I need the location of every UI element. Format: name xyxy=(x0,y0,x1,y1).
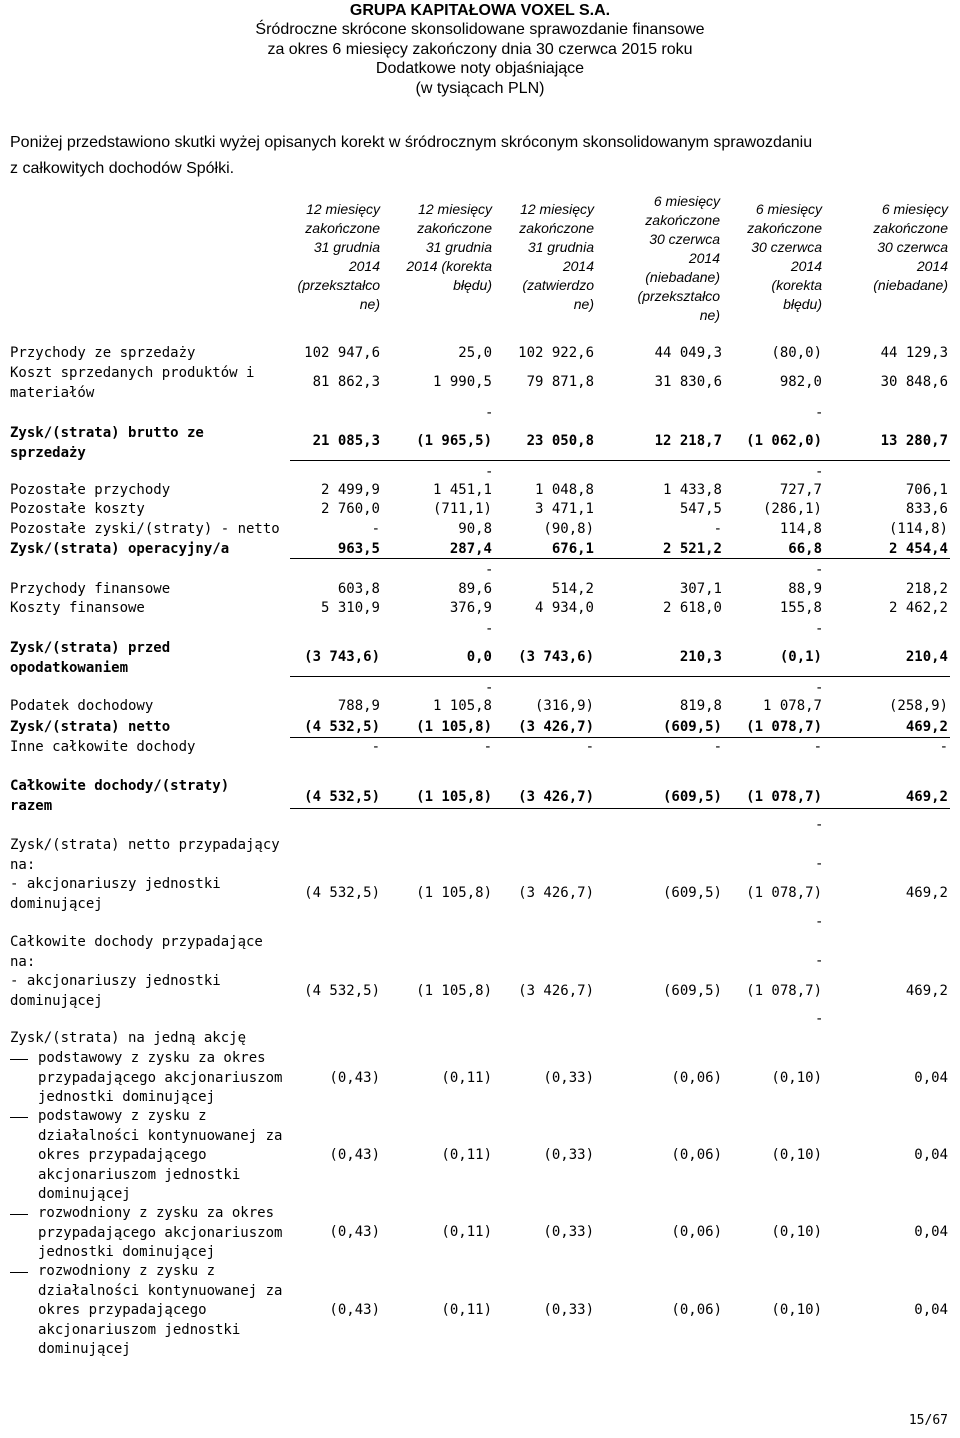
row-label xyxy=(10,777,229,816)
column-header-4 xyxy=(610,192,720,325)
table-cell: (4 532,5) xyxy=(304,885,380,901)
bullet-dash xyxy=(10,1214,28,1215)
table-cell: (1 078,7) xyxy=(746,789,822,805)
table-cell: 676,1 xyxy=(551,541,594,557)
table-cell: (0,11) xyxy=(441,1224,492,1240)
placeholder-dash: - xyxy=(485,405,494,421)
row-label xyxy=(10,580,170,600)
table-cell: (1 105,8) xyxy=(416,719,492,735)
table-cell: (3 426,7) xyxy=(518,983,594,999)
table-cell: (3 426,7) xyxy=(518,719,594,735)
row-label xyxy=(10,520,280,540)
column-header-line: (niebadane) xyxy=(873,277,948,293)
table-cell: (0,06) xyxy=(671,1302,722,1318)
table-cell: 210,4 xyxy=(905,649,948,665)
table-cell: (0,43) xyxy=(329,1070,380,1086)
column-header-line: 12 miesięcy xyxy=(520,201,594,217)
row-label-line: razem xyxy=(10,797,53,814)
row-label-line: działalności kontynuowanej za xyxy=(38,1127,283,1144)
table-cell: 788,9 xyxy=(337,698,380,714)
column-header-line: zakończone xyxy=(519,220,594,236)
table-cell: (3 426,7) xyxy=(518,789,594,805)
table-cell: (4 532,5) xyxy=(304,983,380,999)
table-cell: 603,8 xyxy=(337,581,380,597)
row-label-line: podstawowy z zysku za okres xyxy=(38,1050,266,1066)
placeholder-dash: - xyxy=(815,464,824,480)
table-cell: 469,2 xyxy=(905,885,948,901)
table-cell: (0,33) xyxy=(543,1224,594,1240)
row-label-line: przypadającego akcjonariuszom xyxy=(38,1069,283,1086)
row-label-line: na: xyxy=(10,953,36,970)
table-cell: 2 618,0 xyxy=(662,600,722,616)
report-units: (w tysiącach PLN) xyxy=(415,80,545,97)
column-header-2 xyxy=(382,200,492,295)
column-header-line: 6 miesięcy xyxy=(755,201,822,217)
row-label-line: na: xyxy=(10,856,36,873)
table-cell: 963,5 xyxy=(337,541,380,557)
table-cell: 44 129,3 xyxy=(880,345,948,361)
placeholder-dash: - xyxy=(815,914,824,930)
table-cell: 0,04 xyxy=(914,1147,948,1163)
placeholder-dash: - xyxy=(815,953,824,969)
table-cell: (0,43) xyxy=(329,1147,380,1163)
table-cell: (711,1) xyxy=(432,501,492,517)
column-header-line: 6 miesięcy xyxy=(653,193,720,209)
table-cell: (286,1) xyxy=(762,501,822,517)
row-label-line: akcjonariuszom jednostki xyxy=(38,1321,241,1338)
table-cell: 1 451,1 xyxy=(432,482,492,498)
total-rule xyxy=(290,808,950,809)
column-header-line: zakończone xyxy=(747,220,822,236)
row-label xyxy=(10,344,195,364)
table-cell: 307,1 xyxy=(679,581,722,597)
total-rule xyxy=(290,676,950,677)
row-label-line: okres przypadającego xyxy=(38,1147,207,1163)
table-cell: (4 532,5) xyxy=(304,719,380,735)
row-label-line: Pozostałe przychody xyxy=(10,482,171,498)
table-cell: 13 280,7 xyxy=(880,433,948,449)
table-cell: (3 743,6) xyxy=(304,649,380,665)
report-subtitle: Dodatkowe noty objaśniające xyxy=(375,60,585,77)
row-label xyxy=(10,738,195,758)
row-label-line: Pozostałe zyski/(straty) - netto xyxy=(10,521,280,537)
column-header-line: 2014 xyxy=(688,250,720,266)
table-cell: (1 062,0) xyxy=(746,433,822,449)
row-label-line: Zysk/(strata) na jedną akcję xyxy=(10,1030,247,1046)
row-label-line: dominującej xyxy=(10,895,103,912)
table-cell: - xyxy=(713,521,722,537)
row-label-line: jednostki dominującej xyxy=(38,1089,216,1105)
row-label-line: Zysk/(strata) przed xyxy=(10,640,171,656)
table-cell: - xyxy=(585,739,594,755)
row-label-line: Całkowite dochody/(straty) xyxy=(10,778,230,794)
table-cell: 0,0 xyxy=(466,649,492,665)
table-cell: 376,9 xyxy=(449,600,492,616)
table-cell: 547,5 xyxy=(679,501,722,517)
table-cell: 79 871,8 xyxy=(526,374,594,390)
table-cell: 66,8 xyxy=(788,541,822,557)
table-cell: 155,8 xyxy=(779,600,822,616)
table-cell: (1 078,7) xyxy=(746,885,822,901)
table-cell: 81 862,3 xyxy=(312,374,380,390)
column-header-line: błędu) xyxy=(783,296,822,312)
intro-text-line1: Poniżej przedstawiono skutki wyżej opisanych korekt w śródrocznym skróconym skonsolidowanym sprawozdaniu xyxy=(10,134,813,151)
table-cell: (0,33) xyxy=(543,1302,594,1318)
table-cell: 469,2 xyxy=(905,789,948,805)
column-header-line: 2014 xyxy=(790,258,822,274)
table-cell: - xyxy=(371,739,380,755)
table-cell: (0,10) xyxy=(771,1224,822,1240)
row-label-line: Zysk/(strata) netto przypadający xyxy=(10,837,280,853)
column-header-line: 2014 xyxy=(348,258,380,274)
table-cell: 89,6 xyxy=(458,581,492,597)
table-cell: 102 947,6 xyxy=(304,345,380,361)
table-cell: 21 085,3 xyxy=(312,433,380,449)
table-cell: 2 499,9 xyxy=(320,482,380,498)
column-header-line: zakończone xyxy=(305,220,380,236)
placeholder-dash: - xyxy=(815,621,824,637)
table-cell: 210,3 xyxy=(679,649,722,665)
table-cell: (0,10) xyxy=(771,1070,822,1086)
placeholder-dash: - xyxy=(815,405,824,421)
row-label-line: okres przypadającego xyxy=(38,1302,207,1318)
row-label-line: jednostki dominującej xyxy=(38,1244,216,1260)
table-cell: (0,33) xyxy=(543,1147,594,1163)
row-label xyxy=(10,1107,282,1205)
company-name: GRUPA KAPITAŁOWA VOXEL S.A. xyxy=(349,2,611,19)
table-cell: 1 048,8 xyxy=(534,482,594,498)
row-label-line: Koszt sprzedanych produktów i xyxy=(10,365,255,381)
table-cell: (0,10) xyxy=(771,1147,822,1163)
row-label xyxy=(10,718,170,738)
row-label-line: działalności kontynuowanej za xyxy=(38,1282,283,1299)
table-cell: 0,04 xyxy=(914,1224,948,1240)
table-cell: 3 471,1 xyxy=(534,501,594,517)
table-cell: 0,04 xyxy=(914,1070,948,1086)
table-cell: (1 105,8) xyxy=(416,983,492,999)
placeholder-dash: - xyxy=(485,562,494,578)
table-cell: (0,43) xyxy=(329,1302,380,1318)
placeholder-dash: - xyxy=(815,856,824,872)
row-label-line: rozwodniony z zysku z xyxy=(38,1263,216,1279)
placeholder-dash: - xyxy=(815,817,824,833)
column-header-line: 12 miesięcy xyxy=(306,201,380,217)
placeholder-dash: - xyxy=(815,680,824,696)
column-header-line: 12 miesięcy xyxy=(418,201,492,217)
table-cell: (609,5) xyxy=(662,789,722,805)
row-label xyxy=(10,364,254,403)
table-cell: 102 922,6 xyxy=(518,345,594,361)
table-cell: (258,9) xyxy=(888,698,948,714)
table-cell: 44 049,3 xyxy=(654,345,722,361)
column-header-line: zakończone xyxy=(645,212,720,228)
column-header-line: 6 miesięcy xyxy=(881,201,948,217)
row-label xyxy=(10,424,204,463)
column-header-line: ne) xyxy=(699,307,720,323)
table-cell: (90,8) xyxy=(543,521,594,537)
table-cell: 2 462,2 xyxy=(888,600,948,616)
table-cell: 469,2 xyxy=(905,719,948,735)
table-cell: 0,04 xyxy=(914,1302,948,1318)
row-label-line: - akcjonariuszy jednostki xyxy=(10,876,221,892)
column-header-line: 2014 (korekta xyxy=(406,258,492,274)
column-header-line: ne) xyxy=(359,296,380,312)
table-cell: 88,9 xyxy=(788,581,822,597)
row-label xyxy=(10,1029,246,1049)
column-header-1 xyxy=(270,200,380,314)
table-cell: 1 433,8 xyxy=(662,482,722,498)
column-header-line: 2014 xyxy=(562,258,594,274)
row-label xyxy=(10,836,280,914)
row-label xyxy=(10,481,170,501)
table-cell: 469,2 xyxy=(905,983,948,999)
row-label-line: przypadającego akcjonariuszom xyxy=(38,1224,283,1241)
table-cell: (0,06) xyxy=(671,1070,722,1086)
table-cell: (1 105,8) xyxy=(416,789,492,805)
row-label-line: dominującej xyxy=(38,1186,131,1202)
table-cell: 706,1 xyxy=(905,482,948,498)
table-cell: (1 105,8) xyxy=(416,885,492,901)
table-cell: 1 105,8 xyxy=(432,698,492,714)
table-cell: (114,8) xyxy=(888,521,948,537)
table-cell: - xyxy=(483,739,492,755)
table-cell: 514,2 xyxy=(551,581,594,597)
total-rule xyxy=(290,737,950,738)
table-cell: 2 521,2 xyxy=(662,541,722,557)
column-header-line: 31 grudnia xyxy=(425,239,492,255)
row-label xyxy=(10,1049,282,1108)
column-header-line: (przekształco xyxy=(297,277,380,293)
table-cell: 4 934,0 xyxy=(534,600,594,616)
placeholder-dash: - xyxy=(485,464,494,480)
row-label-line: dominującej xyxy=(38,1341,131,1357)
table-cell: 833,6 xyxy=(905,501,948,517)
table-cell: (609,5) xyxy=(662,885,722,901)
table-cell: (0,11) xyxy=(441,1070,492,1086)
table-cell: 31 830,6 xyxy=(654,374,722,390)
table-cell: (0,10) xyxy=(771,1302,822,1318)
intro-text-line2: z całkowitych dochodów Spółki. xyxy=(10,160,235,177)
table-cell: (0,33) xyxy=(543,1070,594,1086)
table-cell: 2 454,4 xyxy=(888,541,948,557)
row-label xyxy=(10,697,153,717)
table-cell: 982,0 xyxy=(779,374,822,390)
column-header-6 xyxy=(838,200,948,295)
placeholder-dash: - xyxy=(815,562,824,578)
report-period: za okres 6 miesięcy zakończony dnia 30 czerwca 2015 roku xyxy=(267,41,693,58)
table-cell: (3 426,7) xyxy=(518,885,594,901)
table-cell: (1 965,5) xyxy=(416,433,492,449)
table-cell: (609,5) xyxy=(662,983,722,999)
row-label-line: Przychody ze sprzedaży xyxy=(10,345,196,361)
table-cell: 90,8 xyxy=(458,521,492,537)
placeholder-dash: - xyxy=(485,621,494,637)
column-header-3 xyxy=(484,200,594,314)
column-header-line: 31 grudnia xyxy=(527,239,594,255)
row-label-line: podstawowy z zysku z xyxy=(38,1108,207,1124)
table-cell: 30 848,6 xyxy=(880,374,948,390)
table-cell: 1 078,7 xyxy=(762,698,822,714)
table-cell: (1 078,7) xyxy=(746,719,822,735)
table-cell: (1 078,7) xyxy=(746,983,822,999)
column-header-line: (niebadane) xyxy=(645,269,720,285)
column-header-line: 30 czerwca xyxy=(877,239,948,255)
table-cell: 287,4 xyxy=(449,541,492,557)
row-label xyxy=(10,599,145,619)
table-cell: 2 760,0 xyxy=(320,501,380,517)
row-label-line: rozwodniony z zysku za okres xyxy=(38,1205,275,1221)
column-header-line: błędu) xyxy=(453,277,492,293)
table-cell: (3 743,6) xyxy=(518,649,594,665)
total-rule xyxy=(290,558,950,559)
placeholder-dash: - xyxy=(815,1011,824,1027)
column-header-line: (przekształco xyxy=(637,288,720,304)
table-cell: - xyxy=(813,739,822,755)
bullet-dash xyxy=(10,1117,28,1118)
row-label-line: Pozostałe koszty xyxy=(10,501,145,517)
row-label-line: - akcjonariuszy jednostki xyxy=(10,973,221,989)
column-header-line: 30 czerwca xyxy=(751,239,822,255)
row-label xyxy=(10,639,170,678)
table-cell: (80,0) xyxy=(771,345,822,361)
table-cell: 25,0 xyxy=(458,345,492,361)
row-label-line: Koszty finansowe xyxy=(10,600,145,616)
table-cell: 12 218,7 xyxy=(654,433,722,449)
table-cell: (316,9) xyxy=(534,698,594,714)
row-label xyxy=(10,500,145,520)
column-header-line: ne) xyxy=(573,296,594,312)
row-label-line: Podatek dochodowy xyxy=(10,698,154,714)
table-cell: 727,7 xyxy=(779,482,822,498)
table-cell: 23 050,8 xyxy=(526,433,594,449)
table-cell: (0,43) xyxy=(329,1224,380,1240)
row-label-line: dominującej xyxy=(10,992,103,1009)
placeholder-dash: - xyxy=(485,680,494,696)
column-header-line: (zatwierdzo xyxy=(522,277,594,293)
table-cell: (0,1) xyxy=(779,649,822,665)
report-title: Śródroczne skrócone skonsolidowane sprawozdanie finansowe xyxy=(255,21,705,38)
table-cell: (0,11) xyxy=(441,1147,492,1163)
table-cell: 5 310,9 xyxy=(320,600,380,616)
total-rule xyxy=(290,460,950,461)
table-cell: 1 990,5 xyxy=(432,374,492,390)
table-cell: - xyxy=(371,521,380,537)
table-cell: - xyxy=(939,739,948,755)
bullet-dash xyxy=(10,1059,28,1060)
row-label xyxy=(10,1262,282,1360)
bullet-dash xyxy=(10,1272,28,1273)
row-label-line: opodatkowaniem xyxy=(10,659,129,676)
page-number: 15/67 xyxy=(908,1413,948,1428)
row-label-line: akcjonariuszom jednostki xyxy=(38,1166,241,1183)
column-header-line: (korekta xyxy=(771,277,822,293)
table-cell: - xyxy=(713,739,722,755)
row-label xyxy=(10,540,229,560)
table-cell: (609,5) xyxy=(662,719,722,735)
column-header-line: 31 grudnia xyxy=(313,239,380,255)
row-label xyxy=(10,1204,282,1263)
row-label xyxy=(10,933,263,1011)
column-header-line: 2014 xyxy=(916,258,948,274)
table-cell: 114,8 xyxy=(779,521,822,537)
table-cell: (4 532,5) xyxy=(304,789,380,805)
row-label-line: Zysk/(strata) brutto ze xyxy=(10,425,204,441)
row-label-line: Zysk/(strata) netto xyxy=(10,719,171,735)
row-label-line: materiałów xyxy=(10,384,95,401)
column-header-line: 30 czerwca xyxy=(649,231,720,247)
row-label-line: Zysk/(strata) operacyjny/a xyxy=(10,541,230,557)
row-label-line: Przychody finansowe xyxy=(10,581,171,597)
table-cell: 819,8 xyxy=(679,698,722,714)
table-cell: (0,06) xyxy=(671,1224,722,1240)
table-cell: 218,2 xyxy=(905,581,948,597)
column-header-5 xyxy=(712,200,822,314)
row-label-line: Całkowite dochody przypadające xyxy=(10,934,263,950)
row-label-line: sprzedaży xyxy=(10,444,86,461)
table-cell: (0,06) xyxy=(671,1147,722,1163)
table-cell: (0,11) xyxy=(441,1302,492,1318)
row-label-line: Inne całkowite dochody xyxy=(10,739,196,755)
column-header-line: zakończone xyxy=(873,220,948,236)
column-header-line: zakończone xyxy=(417,220,492,236)
